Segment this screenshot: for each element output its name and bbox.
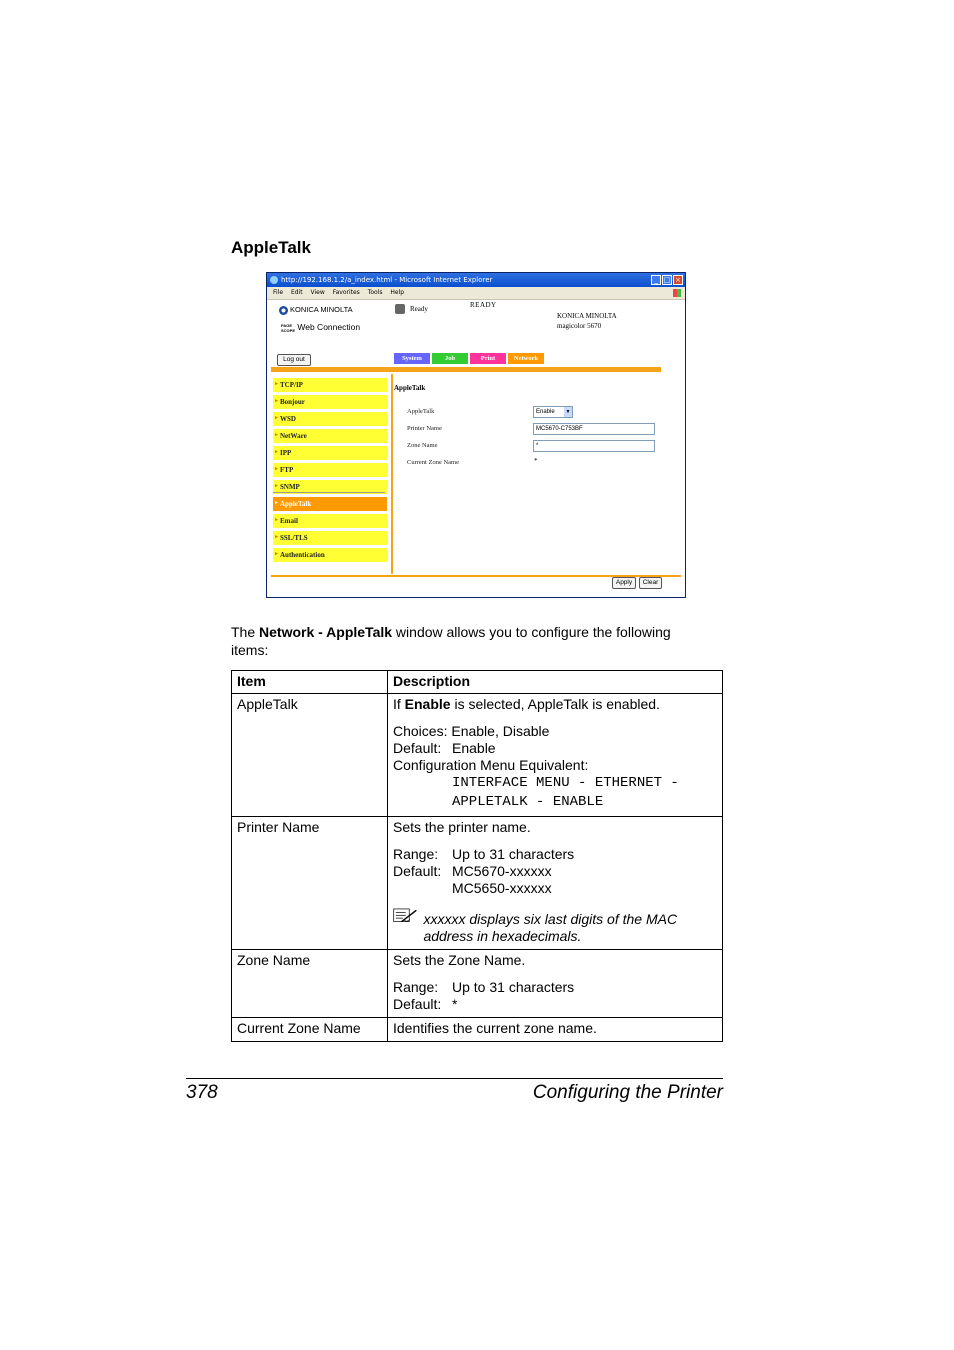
header-description: Description — [388, 671, 723, 694]
range-value: Up to 31 characters — [452, 979, 575, 995]
row-item-appletalk: AppleTalk — [232, 694, 388, 817]
printer-name-label: Printer Name — [407, 425, 442, 432]
maximize-icon[interactable]: □ — [663, 276, 671, 284]
orange-divider — [271, 367, 661, 372]
row-desc-appletalk — [388, 694, 723, 817]
printer-status-icon — [395, 304, 405, 314]
default-key: Default: — [393, 740, 442, 756]
default-key: Default: — [393, 863, 442, 879]
konica-minolta-logo — [279, 305, 353, 315]
range-value: Up to 31 characters — [452, 846, 575, 862]
default-value-2: MC5650-xxxxxx — [452, 880, 552, 896]
logout-button[interactable]: Log out — [277, 354, 311, 366]
appletalk-label: AppleTalk — [407, 408, 435, 415]
sidebar-item-tcpip[interactable]: ► TCP/IP — [273, 378, 387, 392]
table-header-row — [232, 671, 723, 694]
row-item-printer-name: Printer Name — [232, 817, 388, 950]
row-item-current-zone-name: Current Zone Name — [232, 1018, 388, 1042]
sidebar — [271, 374, 393, 574]
menu-path-line-2: APPLETALK - ENABLE — [452, 794, 604, 810]
tab-system[interactable]: System — [394, 353, 430, 364]
menu-favorites[interactable]: Favorites — [332, 289, 360, 296]
zone-name-label: Zone Name — [407, 442, 438, 449]
zone-name-desc: Sets the Zone Name. — [393, 952, 526, 968]
sidebar-divider — [273, 492, 385, 493]
web-content — [267, 300, 685, 597]
menu-tools[interactable]: Tools — [367, 289, 383, 296]
sidebar-item-ipp[interactable]: ► IPP — [273, 446, 387, 460]
sidebar-item-appletalk[interactable]: ► AppleTalk — [273, 497, 387, 511]
konica-globe-icon — [279, 306, 288, 315]
sidebar-item-email[interactable]: ► Email — [273, 514, 387, 528]
default-key: Default: — [393, 996, 442, 1012]
appletalk-select[interactable] — [533, 406, 573, 418]
default-value-1: MC5670-xxxxxx — [452, 863, 552, 879]
range-key: Range: — [393, 846, 439, 862]
main-title: AppleTalk — [394, 384, 426, 392]
logo-product: Web Connection — [297, 322, 361, 332]
menu-view[interactable]: View — [310, 289, 325, 296]
note-pen-icon — [393, 905, 418, 927]
menu-bar — [267, 287, 685, 300]
intro-prefix: The — [231, 624, 260, 640]
appletalk-select-value: Enable — [536, 409, 555, 415]
choices-text: Choices: Enable, Disable — [393, 723, 550, 739]
sidebar-item-bonjour[interactable]: ► Bonjour — [273, 395, 387, 409]
sidebar-item-ssltls[interactable]: ► SSL/TLS — [273, 531, 387, 545]
intro-paragraph — [231, 623, 711, 659]
chevron-down-icon[interactable]: ▼ — [565, 409, 571, 415]
menu-file[interactable]: File — [273, 289, 284, 296]
table-row — [232, 817, 723, 950]
tab-bar — [394, 353, 544, 364]
ie-icon — [270, 276, 278, 284]
printer-model: magicolor 5670 — [557, 322, 602, 330]
window-titlebar — [267, 273, 685, 287]
intro-bold: Network - AppleTalk — [259, 624, 393, 640]
status-ready-small: Ready — [410, 305, 428, 313]
section-title: AppleTalk — [231, 238, 311, 257]
table-row — [232, 694, 723, 817]
page-number: 378 — [186, 1082, 218, 1103]
tab-print[interactable]: Print — [470, 353, 506, 364]
pagescope-logo — [281, 322, 360, 333]
table-row — [232, 1018, 723, 1042]
sidebar-item-ftp[interactable]: ► FTP — [273, 463, 387, 477]
close-icon[interactable]: × — [673, 275, 683, 285]
sidebar-item-netware[interactable]: ► NetWare — [273, 429, 387, 443]
row-desc-zone-name — [388, 950, 723, 1018]
header-item: Item — [232, 671, 388, 694]
footer-rule — [186, 1078, 723, 1079]
printer-name-input[interactable]: MC5670-C753BF — [533, 423, 655, 435]
current-zone-label: Current Zone Name — [407, 459, 459, 466]
default-value: Enable — [452, 740, 496, 756]
default-value: * — [452, 996, 458, 1012]
browser-screenshot — [266, 272, 686, 598]
sidebar-item-authentication[interactable]: ► Authentication — [273, 548, 387, 562]
config-menu-label: Configuration Menu Equivalent: — [393, 757, 589, 773]
tab-network[interactable]: Network — [508, 353, 544, 364]
pagescope-icon: PAGE SCOPE — [281, 322, 296, 333]
tab-job[interactable]: Job — [432, 353, 468, 364]
intro-suffix: window allows you to configure the following items: — [231, 624, 671, 658]
desc-suffix: is selected, AppleTalk is enabled. — [450, 696, 660, 712]
table-row — [232, 950, 723, 1018]
printer-name-desc: Sets the printer name. — [393, 819, 531, 835]
menu-help[interactable]: Help — [390, 289, 405, 296]
clear-button[interactable]: Clear — [639, 577, 662, 589]
desc-prefix: If — [393, 696, 405, 712]
windows-logo-icon — [673, 289, 681, 297]
desc-bold: Enable — [404, 696, 451, 712]
note-text: xxxxxx displays six last digits of the MAC address in hexadecimals. — [423, 911, 678, 944]
apply-button[interactable]: Apply — [612, 577, 636, 589]
items-table — [231, 670, 723, 1042]
current-zone-value: * — [534, 457, 538, 465]
footer-title: Configuring the Printer — [532, 1082, 723, 1103]
range-key: Range: — [393, 979, 439, 995]
sidebar-item-wsd[interactable]: ► WSD — [273, 412, 387, 426]
menu-edit[interactable]: Edit — [290, 289, 303, 296]
status-ready-large: READY — [470, 301, 497, 309]
logo-brand: KONICA MINOLTA — [290, 305, 353, 314]
zone-name-input[interactable]: * — [533, 440, 655, 452]
note-block — [393, 905, 717, 945]
printer-brand: KONICA MINOLTA — [557, 312, 617, 320]
row-item-zone-name: Zone Name — [232, 950, 388, 1018]
window-title: http://192.168.1.2/a_index.html - Microsoft Internet Explorer — [281, 276, 493, 284]
minimize-icon[interactable]: _ — [651, 275, 661, 285]
row-desc-printer-name — [388, 817, 723, 950]
sidebar-item-snmp[interactable]: ► SNMP — [273, 480, 387, 494]
menu-path-line-1: INTERFACE MENU - ETHERNET - — [452, 775, 679, 791]
row-desc-current-zone-name: Identifies the current zone name. — [388, 1018, 723, 1042]
